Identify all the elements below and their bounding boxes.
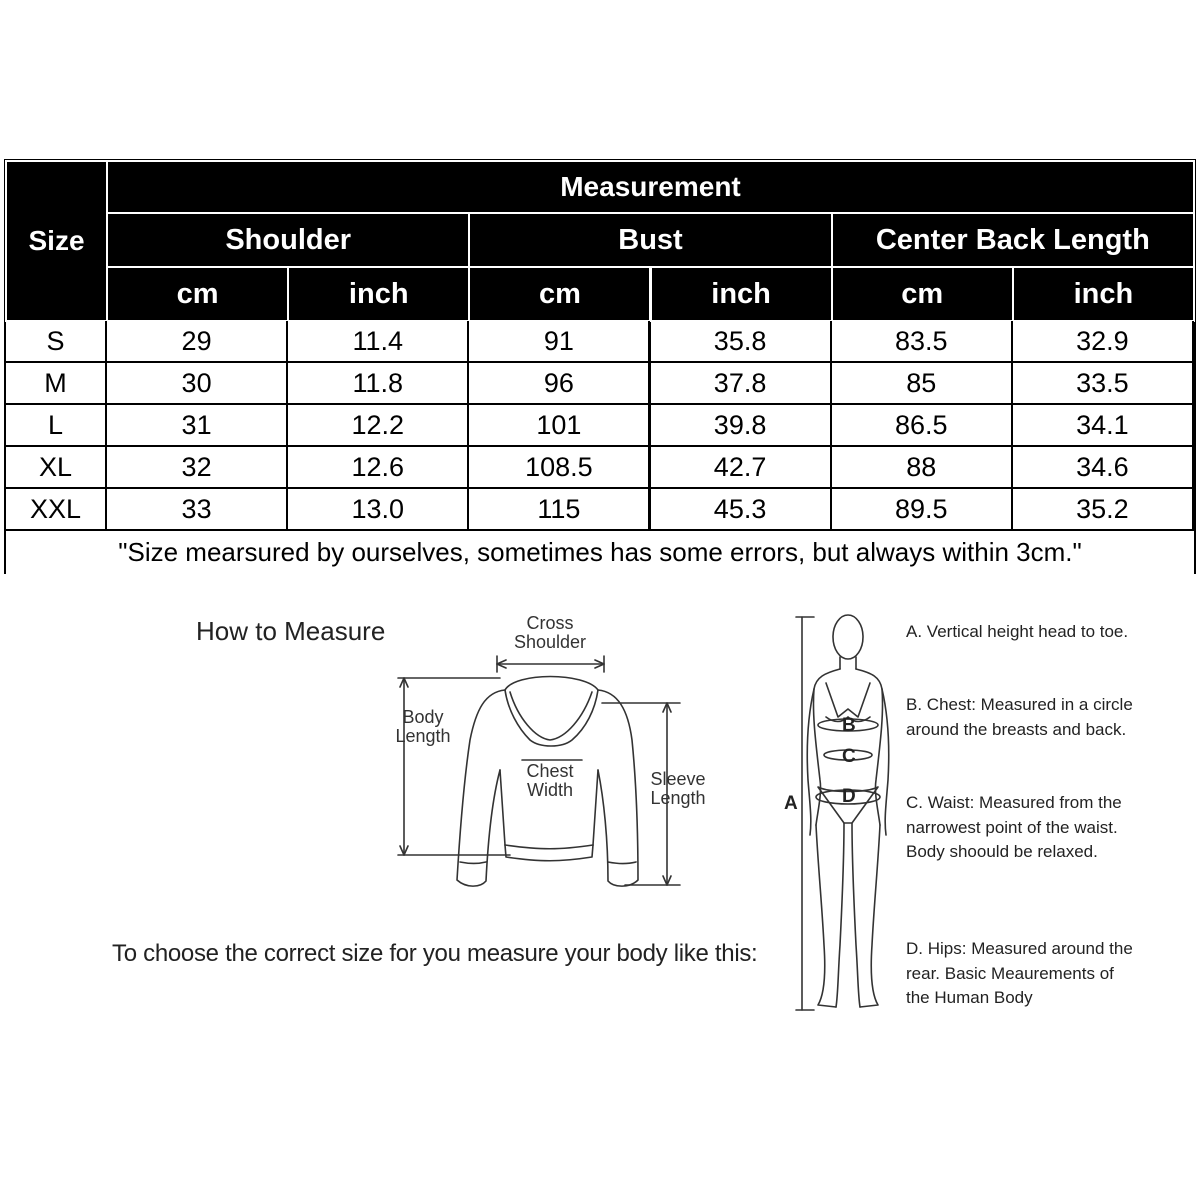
value-cell: 34.1 bbox=[1013, 405, 1194, 447]
value-cell: 108.5 bbox=[469, 447, 650, 489]
value-cell: 42.7 bbox=[651, 447, 832, 489]
legend-item-d bbox=[906, 937, 1136, 1011]
size-cell: M bbox=[6, 363, 107, 405]
unit-header: cm bbox=[832, 267, 1013, 321]
how-to-measure-title: How to Measure bbox=[196, 616, 386, 646]
legend-item-b bbox=[906, 693, 1136, 742]
value-cell: 33.5 bbox=[1013, 363, 1194, 405]
cross-shoulder-label: Cross Shoulder bbox=[513, 613, 587, 652]
legend-text: Waist: Measured from the narrowest point of the waist. Body shoould be relaxed. bbox=[906, 793, 1122, 861]
chest-width-label: Chest Width bbox=[526, 761, 574, 800]
value-cell: 32 bbox=[107, 447, 288, 489]
value-cell: 37.8 bbox=[651, 363, 832, 405]
legend-text: Chest: Measured in a circle around the breasts and back. bbox=[906, 695, 1133, 739]
value-cell: 86.5 bbox=[832, 405, 1013, 447]
value-cell: 96 bbox=[469, 363, 650, 405]
unit-header: cm bbox=[469, 267, 650, 321]
size-cell: XL bbox=[6, 447, 107, 489]
value-cell: 88 bbox=[832, 447, 1013, 489]
legend-item-a bbox=[906, 620, 1136, 645]
figure-letter-a: A bbox=[784, 793, 798, 814]
unit-header: inch bbox=[288, 267, 469, 321]
unit-header: cm bbox=[107, 267, 288, 321]
value-cell: 85 bbox=[832, 363, 1013, 405]
figure-letter-b: B bbox=[842, 715, 856, 736]
value-cell: 35.2 bbox=[1013, 489, 1194, 531]
value-cell: 34.6 bbox=[1013, 447, 1194, 489]
group-header: Shoulder bbox=[107, 213, 469, 267]
unit-header: inch bbox=[1013, 267, 1194, 321]
value-cell: 101 bbox=[469, 405, 650, 447]
value-cell: 29 bbox=[107, 321, 288, 363]
sleeve-length-label: Sleeve Length bbox=[650, 769, 706, 808]
measurement-header: Measurement bbox=[107, 161, 1194, 213]
value-cell: 30 bbox=[107, 363, 288, 405]
value-cell: 13.0 bbox=[288, 489, 469, 531]
value-cell: 31 bbox=[107, 405, 288, 447]
legend-letter: A. bbox=[906, 622, 923, 641]
size-cell: L bbox=[6, 405, 107, 447]
size-note: "Size mearsured by ourselves, sometimes has some errors, but always within 3cm." bbox=[6, 531, 1194, 574]
legend-letter: B. bbox=[906, 695, 923, 714]
group-header: Center Back Length bbox=[832, 213, 1194, 267]
value-cell: 32.9 bbox=[1013, 321, 1194, 363]
legend-text: Vertical height head to toe. bbox=[926, 622, 1129, 641]
value-cell: 89.5 bbox=[832, 489, 1013, 531]
unit-header: inch bbox=[651, 267, 832, 321]
value-cell: 83.5 bbox=[832, 321, 1013, 363]
value-cell: 91 bbox=[469, 321, 650, 363]
size-cell: S bbox=[6, 321, 107, 363]
value-cell: 12.6 bbox=[288, 447, 469, 489]
legend-letter: D. bbox=[906, 939, 923, 958]
value-cell: 39.8 bbox=[651, 405, 832, 447]
figure-letter-c: C bbox=[842, 746, 856, 767]
value-cell: 115 bbox=[469, 489, 650, 531]
value-cell: 45.3 bbox=[651, 489, 832, 531]
body-length-label: Body Length bbox=[395, 707, 451, 746]
value-cell: 35.8 bbox=[651, 321, 832, 363]
value-cell: 11.4 bbox=[288, 321, 469, 363]
value-cell: 12.2 bbox=[288, 405, 469, 447]
legend-text: Hips: Measured around the rear. Basic Meaurements of the Human Body bbox=[906, 939, 1133, 1007]
size-header: Size bbox=[6, 161, 107, 321]
legend-item-c bbox=[906, 791, 1136, 865]
size-chart-table bbox=[4, 159, 1196, 574]
figure-letter-d: D bbox=[842, 786, 856, 807]
instruction-text: To choose the correct size for you measure your body like this: bbox=[112, 940, 758, 967]
size-cell: XXL bbox=[6, 489, 107, 531]
body-figure-diagram bbox=[780, 605, 910, 1025]
value-cell: 11.8 bbox=[288, 363, 469, 405]
legend-letter: C. bbox=[906, 793, 923, 812]
value-cell: 33 bbox=[107, 489, 288, 531]
group-header: Bust bbox=[469, 213, 831, 267]
